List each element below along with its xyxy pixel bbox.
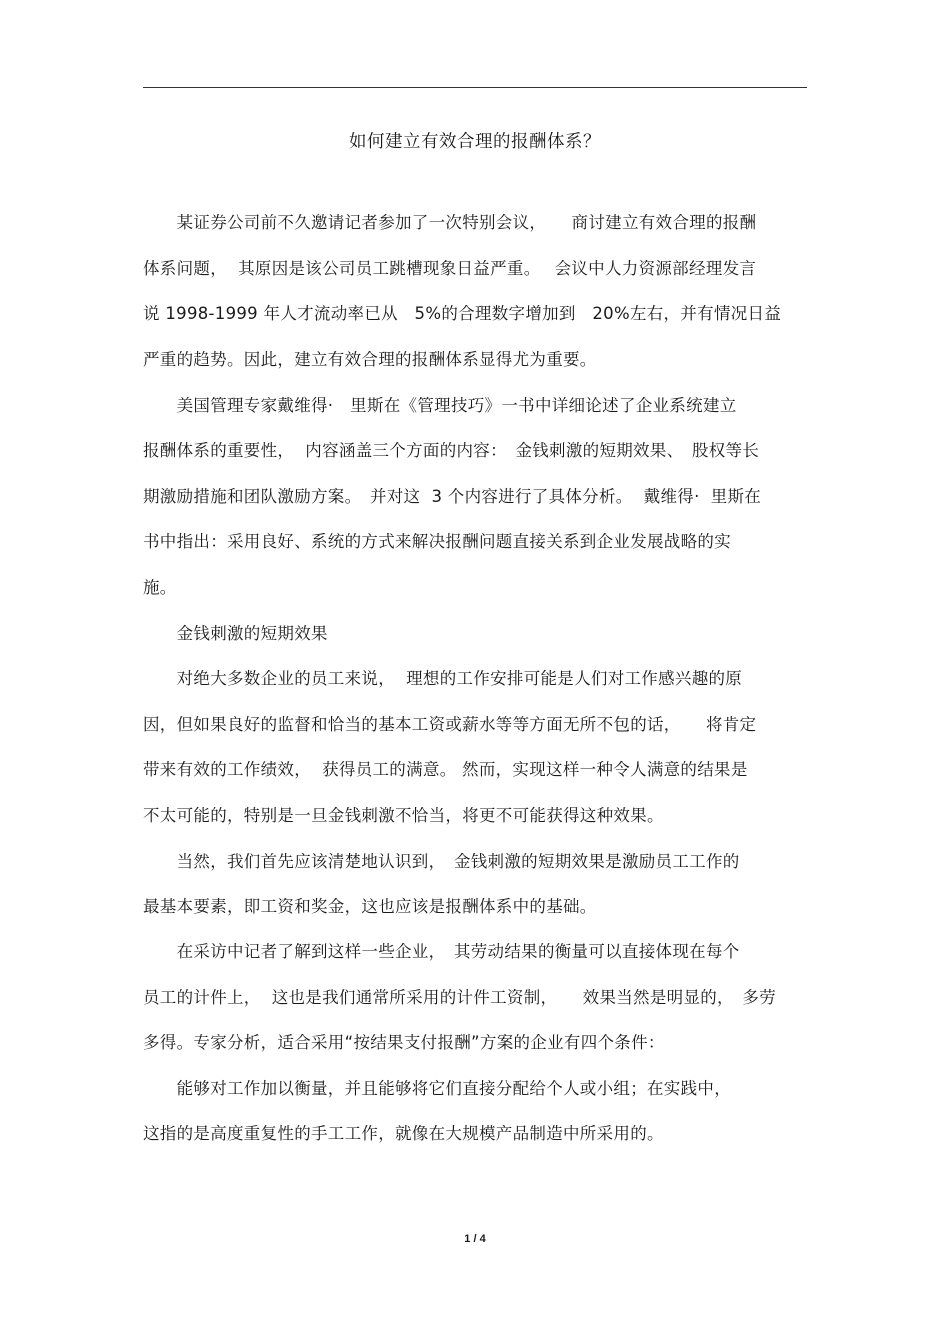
text-line: 期激励措施和团队激励方案。 并对这 3 个内容进行了具体分析。 戴维得· 里斯在 (143, 487, 762, 506)
text-line: 最基本要素，即工资和奖金，这也应该是报酬体系中的基础。 (143, 897, 597, 916)
text-line: 体系问题， 其原因是该公司员工跳槽现象日益严重。 会议中人力资源部经理发言 (143, 259, 757, 278)
text-line: 带来有效的工作绩效， 获得员工的满意。 然而，实现这样一种令人满意的结果是 (143, 760, 748, 779)
text-line: 报酬体系的重要性， 内容涵盖三个方面的内容： 金钱刺激的短期效果、 股权等长 (143, 441, 760, 460)
text-line: 这指的是高度重复性的手工工作，就像在大规模产品制造中所采用的。 (143, 1124, 664, 1143)
text-line: 说 1998-1999 年人才流动率已从 5%的合理数字增加到 20%左右，并有情况日益 (143, 304, 782, 323)
text-line: 不太可能的，特别是一旦金钱刺激不恰当，将更不可能获得这种效果。 (143, 806, 664, 825)
text-line: 在采访中记者了解到这样一些企业， 其劳动结果的衡量可以直接体现在每个 (143, 942, 740, 961)
text-line: 多得。专家分析，适合采用“按结果支付报酬”方案的企业有四个条件： (143, 1033, 665, 1052)
text-line: 美国管理专家戴维得· 里斯在《管理技巧》一书中详细论述了企业系统建立 (143, 396, 737, 415)
text-line: 因，但如果良好的监督和恰当的基本工资或薪水等等方面无所不包的话， 将肯定 (143, 715, 757, 734)
text-line: 金钱刺激的短期效果 (143, 624, 328, 643)
header-rule (143, 87, 807, 88)
text-line: 严重的趋势。因此，建立有效合理的报酬体系显得尤为重要。 (143, 350, 597, 369)
text-line: 对绝大多数企业的员工来说， 理想的工作安排可能是人们对工作感兴趣的原 (143, 669, 743, 688)
text-line: 书中指出：采用良好、系统的方式来解决报酬问题直接关系到企业发展战略的实 (143, 532, 731, 551)
text-line: 某证券公司前不久邀请记者参加了一次特别会议， 商讨建立有效合理的报酬 (143, 213, 757, 232)
document-title: 如何建立有效合理的报酬体系？ (349, 132, 601, 152)
text-line: 当然，我们首先应该清楚地认识到， 金钱刺激的短期效果是激励员工工作的 (143, 852, 740, 871)
text-line: 员工的计件上， 这也是我们通常所采用的计件工资制， 效果当然是明显的， 多劳 (143, 988, 776, 1007)
text-line: 能够对工作加以衡量，并且能够将它们直接分配给个人或小组；在实践中， (143, 1079, 731, 1098)
page-number: 1 / 4 (464, 1233, 486, 1245)
text-line: 施。 (143, 578, 177, 597)
